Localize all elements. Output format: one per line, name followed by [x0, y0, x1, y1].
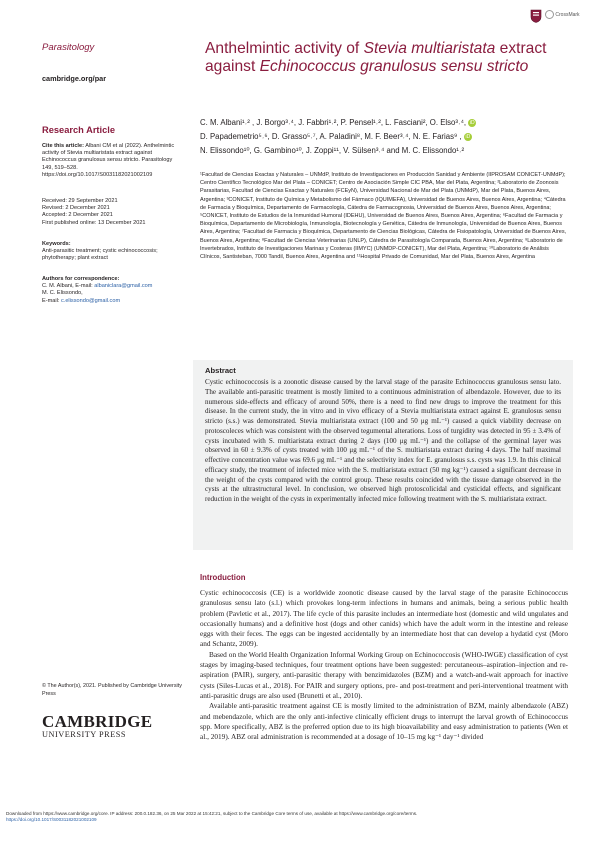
- journal-name: Parasitology: [42, 42, 95, 53]
- crossmark-badge[interactable]: [545, 10, 580, 19]
- corr2-prefix: E-mail:: [42, 297, 61, 304]
- article-type: Research Article: [42, 125, 116, 135]
- corr2-email-link[interactable]: c.elissondo@gmail.com: [60, 297, 121, 304]
- corr2-name: M. C. Elissondo,: [42, 290, 83, 297]
- cite-label: Cite this article:: [42, 143, 84, 149]
- received-date: Received: 29 September 2021: [42, 198, 118, 204]
- footer-line-1: Downloaded from https://www.cambridge.org/core. IP address: 200.0.182.36, on 25 Mar 2022 at 15:42:21, subject to the Cambridge Core terms of use, available at https://www.cambridge.org/core/terms.: [6, 811, 418, 816]
- intro-paragraph: Based on the World Health Organization Informal Working Group on Echinococcosis (WHO-IWGE) classification of cyst stages by imaging-based techniques, four treatment options have been suggested: percutaneous–aspiration–injection and re-aspiration (PAIR), surgery, anti-parasitic therapy with benzimidazoles (BZM) and a watch-and-wait approach for inactive cysts (Siles-Lucas et al., 2018). For PAIR and surgery options, pre- and post-treatment and peri-interventional treatment with anti-parasitic drugs are also used (Brunetti et al., 2010).: [200, 649, 568, 700]
- correspondence-block: [42, 276, 184, 305]
- journal-url[interactable]: cambridge.org/par: [42, 74, 107, 83]
- title-italic-1: Stevia multiaristata: [363, 40, 496, 57]
- author-list: [200, 116, 570, 158]
- corr1-email-link[interactable]: albaniclara@gmail.com: [94, 283, 153, 290]
- authors-line-2: D. Papademetrio⁵˒⁶, D. Grasso⁵˒⁷, A. Paladini⁸, M. F. Beer³˒⁴, N. E. Farias⁹ , iD: [200, 132, 471, 141]
- crossmark-icon: [545, 10, 554, 19]
- orcid-icon[interactable]: iD: [465, 133, 471, 140]
- logo-bottom-text: UNIVERSITY PRESS: [42, 730, 126, 739]
- authors-line-3: N. Elissondo¹⁰, G. Gambino¹⁰, J. Zoppi¹¹, V. Sülsen³˒⁴ and M. C. Elissondo¹˒²: [200, 146, 465, 155]
- logo-top-text: CAMBRIDGE: [42, 712, 153, 731]
- intro-paragraph: Cystic echinococcosis (CE) is a worldwide zoonotic disease caused by the larval stage of the parasite Echinococcus granulosus sensu lato (s.l.) which provokes long-term infections in humans and animals, being a serious public health problem (Pavletic et al., 2017). The life cycle of this parasite includes an intermediate host (domestic and wild ungulates and occasionally humans) and a definitive host (dogs and other canids) which have the adult worm in the intestine and release eggs with their feces. The eggs can be ingested accidentally by an intermediate host that can develop a hydatid cyst (Moro and Schantz, 2009).: [200, 588, 568, 649]
- introduction-body: [200, 588, 568, 742]
- abstract-text: Cystic echinococcosis is a zoonotic disease caused by the larval stage of the parasite Echinococcus granulosus sensu lato. The available anti-parasitic treatment is mostly limited to a continuous administration of albendazole. However, due to its numerous side-effects and efficacy of around 50%, there is a need to find new drugs to improve the treatment for this disease. In the current study, the in vitro and in vivo efficacy of a Stevia multiaristata extract against E. granulosus sensu stricto (s.s.) was demonstrated. Stevia multiaristata extract (100 and 50 μg mL⁻¹) caused a quick viability decrease on protoscoleces which was consistent with the observed tegumental alterations. Loss of turgidity was detected in 95 ± 3.4% of cysts incubated with S. multiaristata extract during 2 days (100 μg mL⁻¹) and the collapse of the germinal layer was observed in 60 ± 9.3% of cysts treated with 100 μg mL⁻¹ of the S. multiaristata extract during 4 days. The half maximal effective concentration value was 69.6 μg mL⁻¹ and the selectivity index for E. granulosus s.s. cysts was 1.9. In this clinical efficacy study, the treatment of infected mice with the S. multiaristata extract (50 mg kg⁻¹) caused a significant decrease in the weight of the cysts compared with the control group. These results coincided with the tissue damage observed in the cysts at the ultrastructural level. In conclusion, we observed high protoscolicidal and cysticidal effects, and significant reduction in the weight of the cysts in experimentally infected mice following treatment with the S. multiaristata extract.: [205, 378, 561, 503]
- keywords-label: Keywords:: [42, 241, 71, 247]
- footer-doi-link[interactable]: https://doi.org/10.1017/S0031182021002109: [6, 817, 97, 823]
- dates-block: [42, 198, 184, 227]
- revised-date: Revised: 2 December 2021: [42, 205, 110, 212]
- orcid-icon[interactable]: iD: [469, 119, 475, 126]
- cite-text: Albani CM et al (2022). Anthelmintic activity of Stevia multiaristata extract against Echinococcus granulosus sensu stricto. Parasitology 149, 519–528. https://doi.org/10.1017/S0031182021002109: [42, 143, 175, 178]
- university-crest-icon: [530, 9, 542, 28]
- title-text-1: Anthelmintic activity of: [205, 40, 364, 57]
- title-italic-2: Echinococcus granulosus sensu stricto: [259, 58, 529, 75]
- copyright-notice: © The Author(s), 2021. Published by Cambridge University Press: [42, 683, 182, 697]
- citation-block: [42, 143, 184, 179]
- first-published-date: First published online: 13 December 2021: [42, 219, 146, 226]
- introduction-heading: Introduction: [200, 573, 246, 582]
- authors-line-1: C. M. Albani¹˒² , J. Borgo³˒⁴, J. Fabbri¹˒², P. Pensel¹˒², L. Fasciani², O. Elso³˒⁴, iD: [200, 118, 475, 127]
- affiliations: ¹Facultad de Ciencias Exactas y Naturales – UNMdP, Instituto de Investigaciones en Producción Sanidad y Ambiente (IIPROSAM CONICET-UNMdP); Centro Científico Tecnológico Mar del Plata – CONICET; Centro de Asociación Simple CIC PBA, Mar del Plata, Argentina; ²Laboratorio de Zoonosis Parasitarias, Facultad de Ciencias Exactas y Naturales (FCEyN), Universidad Nacional de Mar del Plata (UNMdP), Mar del Plata, Buenos Aires, Argentina; ³CONICET, Instituto de Química y Metabolismo del Fármaco (IQUIMEFA), Universidad de Buenos Aires, Buenos Aires, Argentina; ⁴Cátedra de Farmacia y Bioquímica, Departamento de Farmacología, Cátedra de Farmacognosia, Universidad de Buenos Aires, Buenos Aires, Argentina; ⁵CONICET, Instituto de Estudios de la Inmunidad Humoral (IDEHU), Universidad de Buenos Aires, Buenos Aires, Argentina; ⁶Facultad de Farmacia y Bioquímica, Departamento de Microbiología, Inmunología, Biotecnología y Genética, Cátedra de Inmunología, Universidad de Buenos Aires, Buenos Aires, Argentina; ⁷Facultad de Farmacia y Bioquímica, Departamento de Ciencias Biológicas, Cátedra de Fisiopatología, Universidad de Buenos Aires, Buenos Aires, Argentina; ⁸Facultad de Ciencias Veterinarias (UNLP), Cátedra de Parasitología Comparada, Buenos Aires, Argentina; ⁹Laboratorio de Invertebrados, Instituto de Investigaciones Marinas y Costeras (IIMYC) (UNMDP-CONICET), Mar del Plata, Argentina; ¹⁰Laboratorio de Análisis Clínicos, Santisteban, 7000 Tandil, Buenos Aires, Argentina and ¹¹Hospital Privado de Comunidad, Mar del Plata, Buenos Aires, Argentina: [200, 172, 567, 261]
- abstract-heading: Abstract: [205, 366, 236, 375]
- correspondence-label: Authors for correspondence:: [42, 276, 120, 282]
- article-title: [205, 40, 565, 76]
- download-footer: [6, 811, 592, 823]
- keywords-block: [42, 241, 184, 263]
- accepted-date: Accepted: 2 December 2021: [42, 212, 113, 219]
- keywords-text: Anti-parasitic treatment; cystic echinococcosis; phytotherapy; plant extract: [42, 248, 158, 262]
- publisher-logo: [42, 712, 152, 739]
- intro-paragraph: Available anti-parasitic treatment against CE is mostly limited to the administration of BZM, mainly albendazole (ABZ) and mebendazole, which are the only anti-infective clinically efficient drugs to interrupt the larval growth of Echinococcus spp. More specifically, ABZ is the preferred option due to its high bioavailability and easy administration to patients (Wen et al., 2019). ABZ oral administration is recommended at a dosage of 10–15 mg kg⁻¹ day⁻¹ divided: [200, 701, 568, 742]
- corr1-name: C. M. Albani, E-mail:: [42, 283, 95, 290]
- crossmark-label: CrossMark: [555, 11, 580, 18]
- title-text-2: extract against: [205, 40, 547, 75]
